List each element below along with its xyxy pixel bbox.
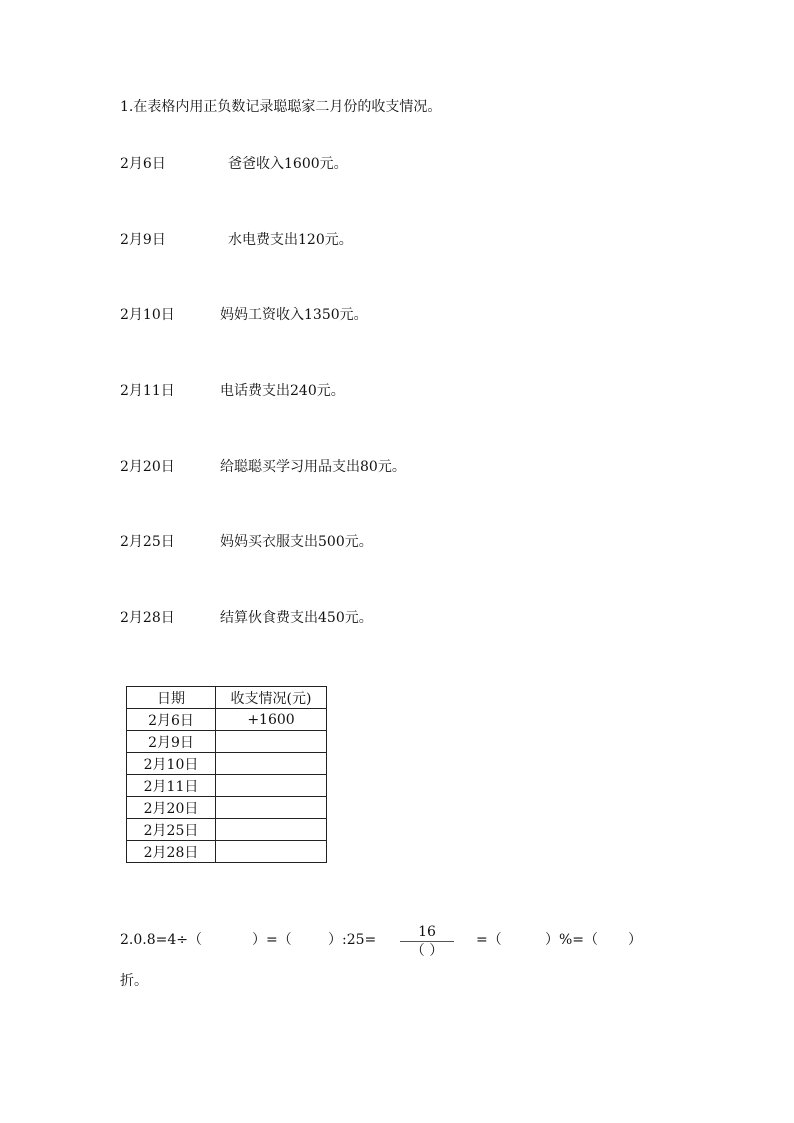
table-row <box>127 819 327 841</box>
cell-date: 2月25日 <box>127 819 216 841</box>
entry-date: 2月9日 <box>120 232 166 248</box>
q2-part-1: 2.0.8=4÷（ <box>120 932 202 948</box>
cell-date: 2月9日 <box>127 731 216 753</box>
entry-row <box>120 607 373 627</box>
fraction-bar <box>400 941 454 942</box>
entry-row <box>120 153 348 173</box>
cell-amount[interactable] <box>216 775 327 797</box>
entry-desc: 妈妈买衣服支出500元。 <box>220 534 373 550</box>
entry-desc: 结算伙食费支出450元。 <box>220 610 373 626</box>
q2-part-4: =（ <box>476 932 502 948</box>
income-expense-table <box>126 686 327 863</box>
cell-amount[interactable] <box>216 753 327 775</box>
table-row <box>127 731 327 753</box>
entry-date: 2月28日 <box>120 610 175 626</box>
table-row <box>127 841 327 863</box>
table-row <box>127 709 327 731</box>
entry-desc: 水电费支出120元。 <box>228 232 353 248</box>
fraction-numerator: 16 <box>418 924 436 940</box>
cell-amount[interactable] <box>216 731 327 753</box>
cell-date: 2月6日 <box>127 709 216 731</box>
entry-date: 2月20日 <box>120 459 175 475</box>
entry-row <box>120 456 406 476</box>
q2-part-6: ） <box>628 932 642 948</box>
cell-date: 2月11日 <box>127 775 216 797</box>
entry-row <box>120 304 368 324</box>
entry-date: 2月10日 <box>120 307 175 323</box>
fraction <box>400 924 454 959</box>
entry-row <box>120 531 373 551</box>
cell-date: 2月28日 <box>127 841 216 863</box>
q2-part-3: ）:25= <box>328 932 377 948</box>
question-2-tail: 折。 <box>120 973 148 989</box>
cell-amount[interactable]: +1600 <box>216 709 327 731</box>
entry-desc: 爸爸收入1600元。 <box>228 156 348 172</box>
entry-row <box>120 380 345 400</box>
cell-amount[interactable] <box>216 841 327 863</box>
entry-date: 2月11日 <box>120 383 175 399</box>
table-row <box>127 753 327 775</box>
entry-desc: 电话费支出240元。 <box>220 383 345 399</box>
entry-date: 2月6日 <box>120 156 166 172</box>
fraction-denominator: （ ） <box>410 943 444 959</box>
header-amount: 收支情况(元) <box>216 687 327 709</box>
table-header-row <box>127 687 327 709</box>
cell-amount[interactable] <box>216 819 327 841</box>
header-date: 日期 <box>127 687 216 709</box>
entry-desc: 妈妈工资收入1350元。 <box>220 307 368 323</box>
cell-date: 2月10日 <box>127 753 216 775</box>
entry-date: 2月25日 <box>120 534 175 550</box>
entry-row <box>120 229 353 249</box>
table-row <box>127 797 327 819</box>
entry-desc: 给聪聪买学习用品支出80元。 <box>220 459 406 475</box>
cell-amount[interactable] <box>216 797 327 819</box>
q2-part-5: ）%=（ <box>545 932 599 948</box>
cell-date: 2月20日 <box>127 797 216 819</box>
table-row <box>127 775 327 797</box>
q2-part-2: ）=（ <box>252 932 292 948</box>
question-1-prompt: 1.在表格内用正负数记录聪聪家二月份的收支情况。 <box>120 99 442 115</box>
